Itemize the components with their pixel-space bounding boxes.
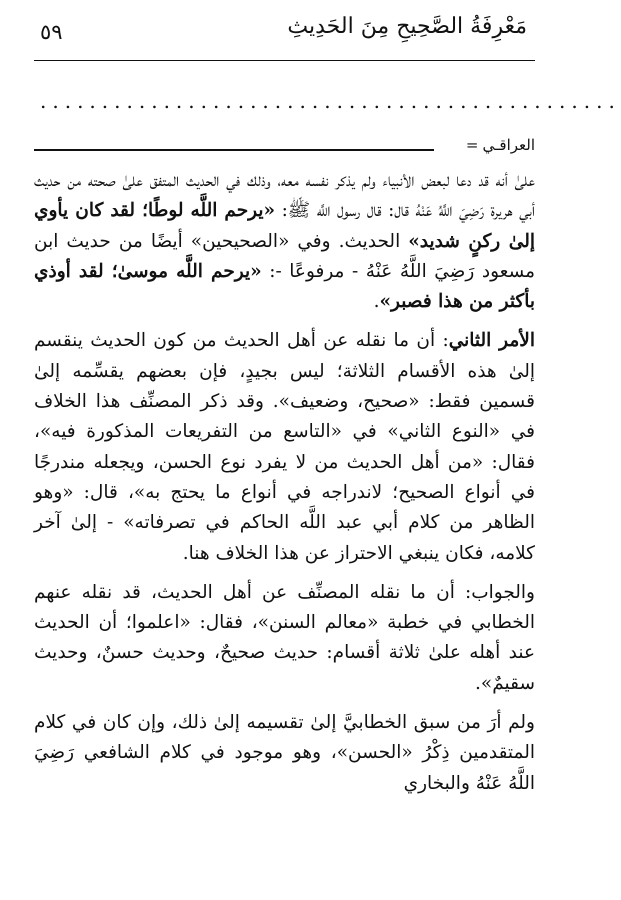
text-segment: والجواب: أن ما نقله المصنِّف عن أهل الحديث، قد نقله عنهم الخطابي في خطبة «معالم السنن»، فقال: «اعلموا؛ أن الحديث عند أهله علىٰ ثلاثة أقسام: حديث صحيحٌ، وحديث حسنٌ، وحديث سقيمٌ». xyxy=(34,581,535,694)
note-attribution xyxy=(466,136,535,154)
paragraph-2 xyxy=(34,326,535,568)
text-segment: ولم أرَ من سبق الخطابيَّ إلىٰ تقسيمه إلىٰ ذلك، وإن كان في كلام المتقدمين ذِكْرُ «الحسن»، وهو موجود في كلام الشافعي رَضِيَ اللَّهُ عَنْهُ والبخاري xyxy=(34,712,535,794)
page-header xyxy=(34,10,535,56)
text-segment: . xyxy=(373,291,380,313)
page-number: ٥٩ xyxy=(40,20,63,44)
text-segment: الحديث. وفي «الصحيحين» أيضًا من حديث ابن مسعود رَضِيَ اللَّهُ عَنْهُ - مرفوعًا -: xyxy=(34,230,535,282)
hadith-quote: «يرحم اللَّه موسىٰ؛ لقد أوذي بأكثر من هذا فصبر» xyxy=(34,260,535,313)
running-title: مَعْرِفَةُ الصَّحِيحِ مِنَ الحَدِيثِ xyxy=(287,14,527,39)
section-heading: الأمر الثاني xyxy=(448,330,535,352)
text-segment: علىٰ أنه قد دعا لبعض الأنبياء ولم يذكر نفسه معه، وذلك في الحديث المتفق علىٰ صحته من حديث أبي هريرة رَضِيَ اللَّهُ عَنْهُ قال: قال رسول اللَّه ﷺ: xyxy=(34,170,535,222)
paragraph-1 xyxy=(34,166,535,317)
dot-separator: ............................................... xyxy=(40,89,621,113)
header-rule xyxy=(34,60,535,61)
text-segment: : أن ما نقله عن أهل الحديث من كون الحديث ينقسم إلىٰ هذه الأقسام الثلاثة؛ ليس بجيدٍ، فإن بعضهم يقسِّمه إلىٰ قسمين فقط: «صحيح، وضعيف». وقد ذكر المصنِّف هذا الخلاف في «النوع الثاني» في «التاسع من التفريعات المذكورة فيه»، فقال: «من أهل الحديث من لا يفرد نوع الحسن، ويجعله مندرجًا في أنواع الصحيح؛ لاندراجه في أنواع ما يحتج به»، قال: «وهو الظاهر من كلام أبي عبد اللَّه الحاكم في تصرفاته» - إلىٰ آخر كلامه، فكان ينبغي الاحتراز عن هذا الخلاف هنا. xyxy=(34,330,535,564)
page-body xyxy=(34,166,535,808)
paragraph-3 xyxy=(34,578,535,699)
note-label: العراقـي xyxy=(482,136,535,154)
hadith-quote: «يرحم اللَّه لوطًا؛ لقد كان يأوي إلىٰ ركنٍ شديد» xyxy=(34,200,535,252)
paragraph-4 xyxy=(34,708,535,799)
note-continuation-mark: = xyxy=(465,136,479,154)
note-rule xyxy=(34,149,434,151)
